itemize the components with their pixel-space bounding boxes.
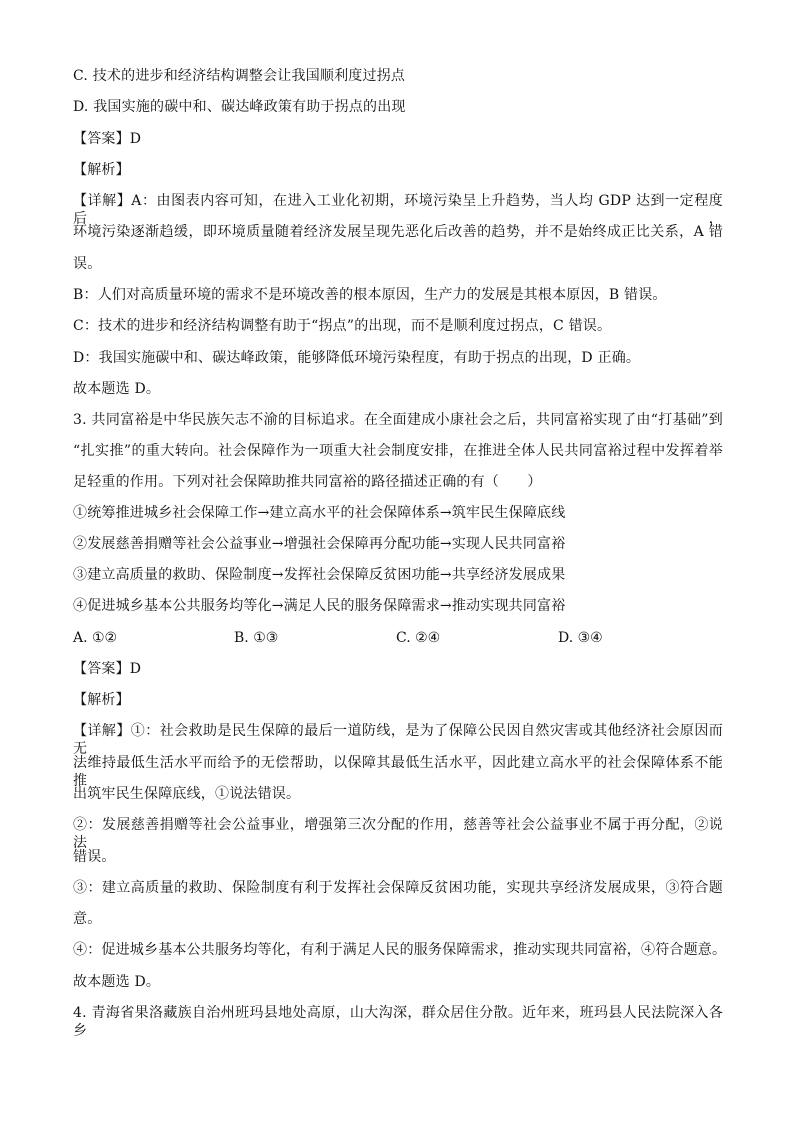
detail-line: ②：发展慈善捐赠等社会公益事业，增强第三次分配的作用，慈善等社会公益事业不属于再分配，②说法 <box>73 817 723 851</box>
detail-line: D：我国实施碳中和、碳达峰政策，能够降低环境污染程度，有助于拐点的出现，D 正确。 <box>73 350 641 366</box>
question-3-stem: 3. 共同富裕是中华民族矢志不渝的目标追求。在全面建成小康社会之后，共同富裕实现了由“打基础”到 <box>73 412 723 428</box>
statement-4: ④促进城乡基本公共服务均等化→满足人民的服务保障需求→推动实现共同富裕 <box>73 598 566 614</box>
answer-label: 【答案】D <box>73 131 142 147</box>
option-d: D. 我国实施的碳中和、碳达峰政策有助于拐点的出现 <box>73 99 406 115</box>
analysis-label: 【解析】 <box>73 692 130 708</box>
detail-line: 【详解】A：由图表内容可知，在进入工业化初期，环境污染呈上升趋势，当人均 GDP 达到一定程度后， <box>73 193 723 227</box>
option-a: A. ①② <box>73 630 118 646</box>
statement-3: ③建立高质量的救助、保险制度→发挥社会保障反贫困功能→共享经济发展成果 <box>73 567 566 583</box>
detail-line: B：人们对高质量环境的需求不是环境改善的根本原因，生产力的发展是其根本原因，B 错误。 <box>73 287 667 303</box>
statement-1: ①统筹推进城乡社会保障工作→建立高水平的社会保障体系→筑牢民生保障底线 <box>73 505 566 521</box>
option-c: C. ②④ <box>396 630 441 646</box>
detail-line: 误。 <box>73 256 102 272</box>
option-b: B. ①③ <box>234 630 279 646</box>
question-4-stem: 4. 青海省果洛藏族自治州班玛县地处高原，山大沟深，群众居住分散。近年来，班玛县人民法院深入各乡 <box>73 1005 723 1039</box>
detail-line: 【详解】①：社会救助是民生保障的最后一道防线，是为了保障公民因自然灾害或其他经济社会原因而无 <box>73 723 723 757</box>
detail-line: ③：建立高质量的救助、保险制度有利于发挥社会保障反贫困功能，实现共享经济发展成果，③符合题 <box>73 880 723 896</box>
conclusion-line: 故本题选 D。 <box>73 974 161 990</box>
question-3-stem: 足轻重的作用。下列对社会保障助推共同富裕的路径描述正确的有（ ） <box>73 474 542 490</box>
analysis-label: 【解析】 <box>73 162 130 178</box>
detail-line: 错误。 <box>73 849 116 865</box>
question-3-stem: “扎实推”的重大转向。社会保障作为一项重大社会制度安排，在推进全体人民共同富裕过程中发挥着举 <box>73 443 723 459</box>
answer-label: 【答案】D <box>73 661 142 677</box>
statement-2: ②发展慈善捐赠等社会公益事业→增强社会保障再分配功能→实现人民共同富裕 <box>73 536 566 552</box>
detail-line: C：技术的进步和经济结构调整有助于“拐点”的出现，而不是顺利度过拐点，C 错误。 <box>73 318 612 334</box>
conclusion-line: 故本题选 D。 <box>73 381 161 397</box>
answer-options <box>73 629 723 647</box>
detail-line: 法维持最低生活水平而给予的无偿帮助，以保障其最低生活水平，因此建立高水平的社会保障体系不能推 <box>73 755 723 789</box>
detail-line: 环境污染逐渐趋缓，即环境质量随着经济发展呈现先恶化后改善的趋势，并不是始终成正比关系，A 错 <box>73 224 723 240</box>
option-c: C. 技术的进步和经济结构调整会让我国顺利度过拐点 <box>73 68 406 84</box>
option-d: D. ③④ <box>558 630 603 646</box>
detail-line: 意。 <box>73 911 102 927</box>
detail-line: ④：促进城乡基本公共服务均等化，有利于满足人民的服务保障需求，推动实现共同富裕，④符合题意。 <box>73 942 727 958</box>
detail-line: 出筑牢民生保障底线，①说法错误。 <box>73 786 301 802</box>
